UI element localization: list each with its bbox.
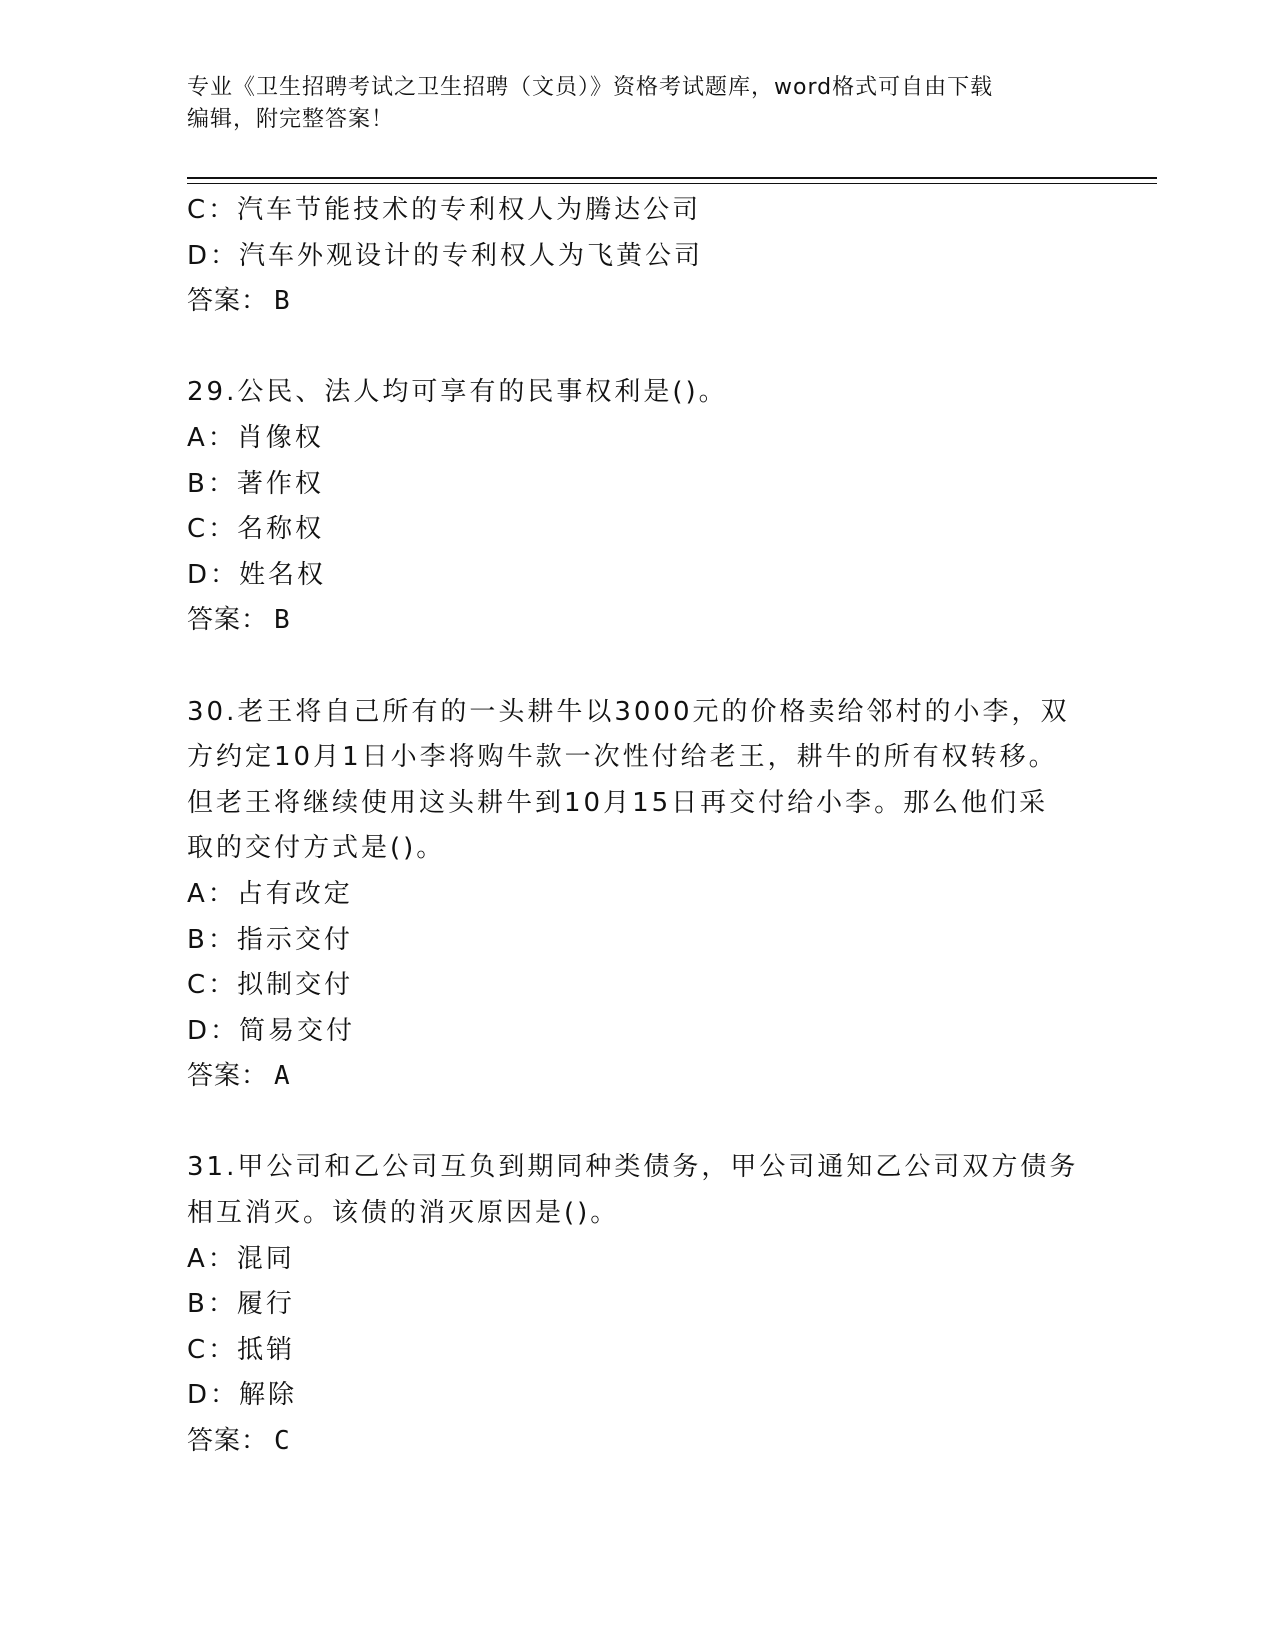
option-b: B：履行 bbox=[187, 1289, 295, 1320]
option-a: A：肖像权 bbox=[187, 422, 324, 453]
spacer bbox=[187, 325, 1087, 371]
answer-value: C bbox=[274, 1426, 291, 1457]
option-b: B：著作权 bbox=[187, 468, 324, 499]
header-line-1: 专业《卫生招聘考试之卫生招聘（文员）》资格考试题库，word格式可自由下载 bbox=[187, 75, 994, 100]
question-30 bbox=[187, 690, 1087, 1100]
answer-line bbox=[187, 1419, 1087, 1465]
option-d: D：汽车外观设计的专利权人为飞黄公司 bbox=[187, 240, 704, 271]
question-text-line: 方约定10月1日小李将购牛款一次性付给老王，耕牛的所有权转移。 bbox=[187, 742, 1058, 773]
option-a: A：占有改定 bbox=[187, 878, 353, 909]
answer-value: B bbox=[274, 605, 291, 636]
header-line-2: 编辑，附完整答案！ bbox=[187, 107, 395, 132]
question-29 bbox=[187, 370, 1087, 644]
answer-label: 答案： bbox=[187, 286, 269, 317]
question-28-continued bbox=[187, 188, 1087, 325]
option-c: C：抵销 bbox=[187, 1334, 296, 1365]
question-text-line: 相互消灭。该债的消灭原因是()。 bbox=[187, 1198, 620, 1229]
spacer bbox=[187, 644, 1087, 690]
option-b: B：指示交付 bbox=[187, 924, 353, 955]
question-text-line: 29.公民、法人均可享有的民事权利是()。 bbox=[187, 377, 728, 408]
option-d: D：简易交付 bbox=[187, 1015, 356, 1046]
answer-line bbox=[187, 279, 1087, 325]
answer-line bbox=[187, 1054, 1087, 1100]
question-31 bbox=[187, 1145, 1087, 1464]
question-text-line: 30.老王将自己所有的一头耕牛以3000元的价格卖给邻村的小李，双 bbox=[187, 696, 1070, 727]
document-header bbox=[187, 72, 1087, 136]
header-rule-thick bbox=[187, 177, 1157, 179]
question-list bbox=[187, 188, 1087, 1465]
answer-label: 答案： bbox=[187, 1426, 269, 1457]
answer-label: 答案： bbox=[187, 1061, 269, 1092]
option-a: A：混同 bbox=[187, 1243, 295, 1274]
answer-value: A bbox=[274, 1061, 291, 1092]
question-text-line: 但老王将继续使用这头耕牛到10月15日再交付给小李。那么他们采 bbox=[187, 787, 1049, 818]
option-c: C：拟制交付 bbox=[187, 970, 354, 1001]
option-d: D：姓名权 bbox=[187, 559, 327, 590]
answer-line bbox=[187, 598, 1087, 644]
question-text-line: 31.甲公司和乙公司互负到期同种类债务，甲公司通知乙公司双方债务 bbox=[187, 1152, 1079, 1183]
question-text-line: 取的交付方式是()。 bbox=[187, 833, 446, 864]
option-c: C：汽车节能技术的专利权人为腾达公司 bbox=[187, 195, 702, 225]
answer-label: 答案： bbox=[187, 605, 269, 636]
spacer bbox=[187, 1100, 1087, 1146]
option-c: C：名称权 bbox=[187, 514, 325, 545]
option-d: D：解除 bbox=[187, 1380, 298, 1411]
answer-value: B bbox=[274, 286, 291, 317]
header-rule-thin bbox=[187, 183, 1157, 184]
